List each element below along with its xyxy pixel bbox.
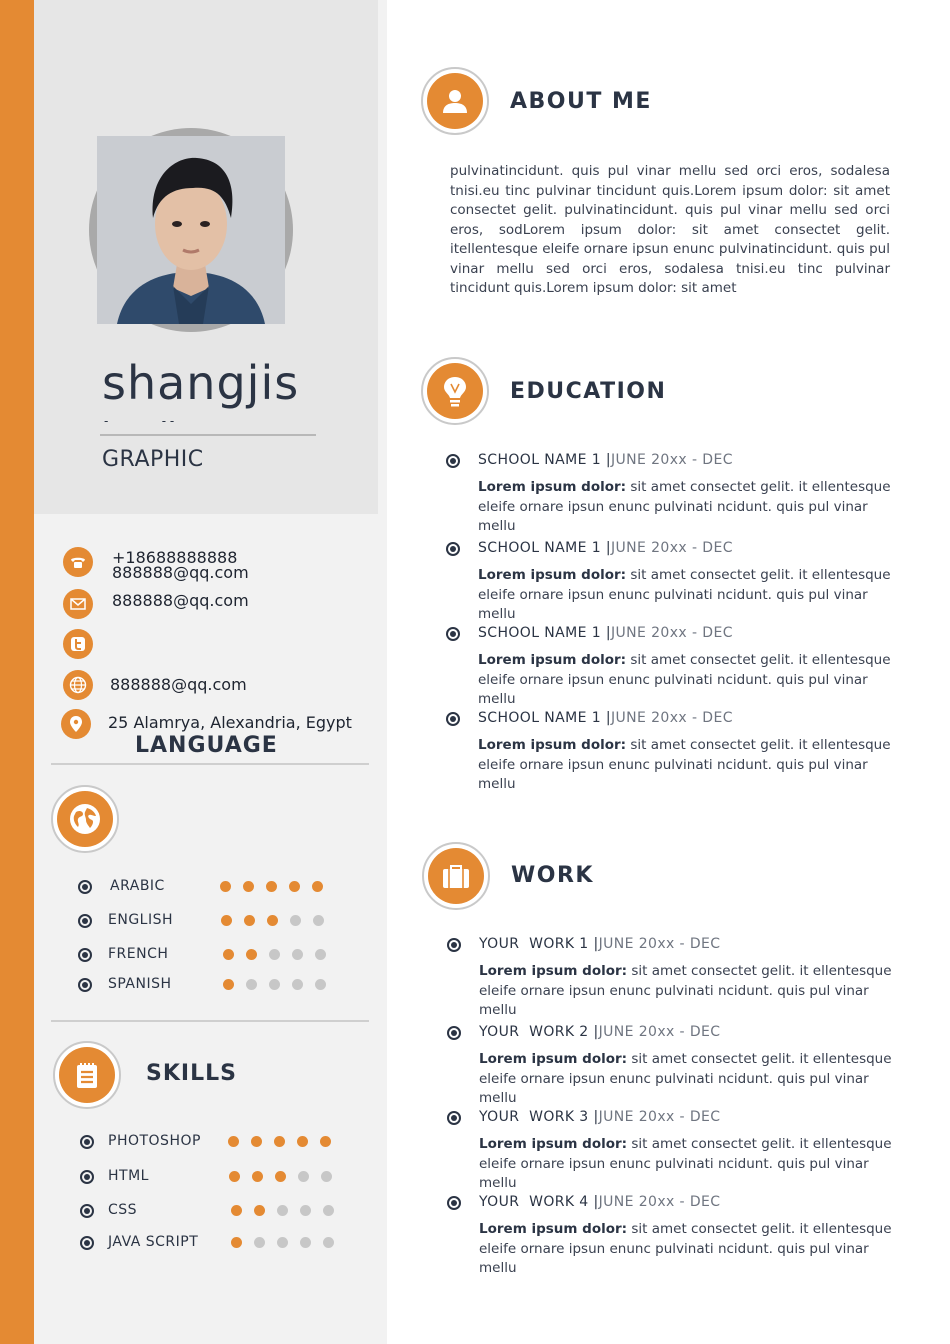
language-rating-dot [269,949,280,960]
work-entry-description [479,1220,909,1276]
lightbulb-icon [427,363,483,419]
education-entry-description [478,651,908,707]
skills-rating-dot [229,1171,240,1182]
education-entry-title [478,452,733,468]
twitter-icon [63,629,93,659]
work-entry-date: JUNE 20xx - DEC [598,936,721,952]
language-rating-dot [290,915,301,926]
skills-rating-dot [231,1237,242,1248]
skills-rating-dot [297,1136,308,1147]
description-lead: Lorem ipsum dolor: [479,963,628,979]
skills-rating-dot [251,1136,262,1147]
skills-rating-dot [254,1237,265,1248]
language-rating-dot [313,915,324,926]
language-label: FRENCH [108,946,169,962]
list-bullet-icon [80,1204,94,1218]
work-entry-title [479,1109,720,1125]
skills-rating-dot [277,1237,288,1248]
education-entry-date: JUNE 20xx - DEC [610,540,733,556]
job-title: GRAPHIC [102,447,204,472]
accent-sidebar-strip [0,0,34,1344]
skills-rating-dot [300,1237,311,1248]
description-lead: Lorem ipsum dolor: [478,737,627,753]
education-entry-name: SCHOOL NAME 1 [478,710,602,726]
work-entry-description [479,1050,909,1106]
language-section-badge [51,785,119,853]
education-heading: EDUCATION [510,379,667,404]
skills-rating-dot [274,1136,285,1147]
globe-icon [63,670,93,700]
profile-photo [97,136,285,324]
work-section-badge [422,842,490,910]
work-entry-title [479,1194,720,1210]
skills-rating-dot [254,1205,265,1216]
work-entry-name: YOUR WORK 4 [479,1194,589,1210]
skills-rating-dot [252,1171,263,1182]
education-entry-title [478,540,733,556]
education-entry-description [478,736,908,792]
list-bullet-icon [78,948,92,962]
skills-rating-dot [228,1136,239,1147]
education-entry-description [478,566,908,622]
name-marks: - - - [104,414,175,428]
skills-rating-dot [323,1237,334,1248]
work-entry-name: YOUR WORK 1 [479,936,589,952]
name-underline [100,434,316,436]
title-separator: | [588,936,599,952]
list-bullet-icon [446,542,460,556]
language-rating-dot [246,949,257,960]
description-body: sit amet consectet gelit. it ellentesque eleife ornare ipsun enunc pulvinati ncidunt. quis pul vinar mellu [479,963,892,1018]
title-separator: | [601,540,611,556]
skills-rating-dot [320,1136,331,1147]
skills-section-badge [53,1041,121,1109]
list-bullet-icon [447,1111,461,1125]
language-rating-dot [289,881,300,892]
language-label: SPANISH [108,976,172,992]
language-rating-dot [244,915,255,926]
title-separator: | [601,452,611,468]
education-entry-description [478,478,908,534]
language-rating-dot [312,881,323,892]
description-body: sit amet consectet gelit. it ellentesque eleife ornare ipsun enunc pulvinati ncidunt. quis pul vinar mellu [479,1136,892,1191]
skills-rating-dot [298,1171,309,1182]
work-entry-date: JUNE 20xx - DEC [598,1194,721,1210]
work-heading: WORK [511,863,594,888]
education-entry-name: SCHOOL NAME 1 [478,452,602,468]
description-lead: Lorem ipsum dolor: [479,1221,628,1237]
list-bullet-icon [447,1196,461,1210]
language-rating-dot [221,915,232,926]
notepad-icon [59,1047,115,1103]
education-entry-title [478,710,733,726]
skills-label: JAVA SCRIPT [108,1234,199,1250]
language-rating-dot [266,881,277,892]
language-rating-dot [315,949,326,960]
language-heading: LANGUAGE [135,733,278,758]
list-bullet-icon [447,1026,461,1040]
skills-label: CSS [108,1202,138,1218]
list-bullet-icon [447,938,461,952]
phone-icon [63,547,93,577]
language-rating-dot [292,949,303,960]
skills-rating-dot [321,1171,332,1182]
skills-label: HTML [108,1168,149,1184]
language-rating-dot [243,881,254,892]
education-entry-name: SCHOOL NAME 1 [478,625,602,641]
education-entry-date: JUNE 20xx - DEC [610,625,733,641]
skills-rating-dot [300,1205,311,1216]
location-pin-icon [61,709,91,739]
list-bullet-icon [80,1170,94,1184]
language-rating-dot [315,979,326,990]
list-bullet-icon [446,712,460,726]
skills-rating-dot [231,1205,242,1216]
list-bullet-icon [78,880,92,894]
description-lead: Lorem ipsum dolor: [478,479,627,495]
language-rating-dot [246,979,257,990]
skills-rating-dot [275,1171,286,1182]
skills-rating-dot [277,1205,288,1216]
list-bullet-icon [446,627,460,641]
contact-address: 25 Alamrya, Alexandria, Egypt [108,713,352,732]
about-text: pulvinatincidunt. quis pul vinar mellu sed orci eros, sodalesa tnisi.eu tinc pulvinar tincidunt quis.Lorem ipsum dolor: sit amet consectet gelit. pulvinatincidunt. quis pul vinar mellu sed orci eros, sodLorem ipsum dolor: sit amet consectet gelit. itellentesque eleife ornare ipsun enunc pulvinatincidunt. quis pul vinar mellu sed orci eros, sodalesa tnisi.eu tinc pulvinar tincidunt quis.Lorem ipsum dolor: sit amet [450,163,890,296]
list-bullet-icon [446,454,460,468]
title-separator: | [601,625,611,641]
briefcase-icon [428,848,484,904]
person-icon [427,73,483,129]
work-entry-title [479,936,720,952]
language-rating-dot [220,881,231,892]
contact-web: 888888@qq.com [110,675,247,694]
description-body: sit amet consectet gelit. it ellentesque eleife ornare ipsun enunc pulvinati ncidunt. quis pul vinar mellu [479,1221,892,1276]
description-lead: Lorem ipsum dolor: [479,1136,628,1152]
language-label: ARABIC [110,878,165,894]
work-entry-date: JUNE 20xx - DEC [598,1109,721,1125]
skills-label: PHOTOSHOP [108,1133,201,1149]
mail-icon [63,589,93,619]
description-lead: Lorem ipsum dolor: [478,567,627,583]
description-lead: Lorem ipsum dolor: [478,652,627,668]
about-section-badge [421,67,489,135]
work-entry-date: JUNE 20xx - DEC [598,1024,721,1040]
language-rating-dot [269,979,280,990]
contact-phone-email: 888888@qq.com [112,563,249,582]
work-entry-name: YOUR WORK 2 [479,1024,589,1040]
contact-phone: +18688888888 [112,548,238,567]
language-label: ENGLISH [108,912,174,928]
language-rating-dot [267,915,278,926]
list-bullet-icon [80,1135,94,1149]
title-separator: | [588,1194,599,1210]
contact-email: 888888@qq.com [112,591,249,610]
skills-rating-dot [323,1205,334,1216]
description-body: sit amet consectet gelit. it ellentesque eleife ornare ipsun enunc pulvinati ncidunt. quis pul vinar mellu [478,567,891,622]
skills-heading: SKILLS [146,1061,237,1086]
work-entry-name: YOUR WORK 3 [479,1109,589,1125]
language-divider [51,763,369,765]
work-entry-title [479,1024,720,1040]
education-section-badge [421,357,489,425]
education-entry-date: JUNE 20xx - DEC [610,452,733,468]
description-body: sit amet consectet gelit. it ellentesque eleife ornare ipsun enunc pulvinati ncidunt. quis pul vinar mellu [478,737,891,792]
work-entry-description [479,1135,909,1191]
education-entry-name: SCHOOL NAME 1 [478,540,602,556]
language-rating-dot [292,979,303,990]
description-body: sit amet consectet gelit. it ellentesque eleife ornare ipsun enunc pulvinati ncidunt. quis pul vinar mellu [478,479,891,534]
person-name: shangjis [102,356,300,410]
world-icon [57,791,113,847]
description-body: sit amet consectet gelit. it ellentesque eleife ornare ipsun enunc pulvinati ncidunt. quis pul vinar mellu [479,1051,892,1106]
list-bullet-icon [78,978,92,992]
title-separator: | [601,710,611,726]
language-rating-dot [223,979,234,990]
skills-divider [51,1020,369,1022]
description-body: sit amet consectet gelit. it ellentesque eleife ornare ipsun enunc pulvinati ncidunt. quis pul vinar mellu [478,652,891,707]
about-heading: ABOUT ME [510,89,652,114]
language-rating-dot [223,949,234,960]
title-separator: | [588,1109,599,1125]
work-entry-description [479,962,909,1018]
list-bullet-icon [78,914,92,928]
education-entry-title [478,625,733,641]
list-bullet-icon [80,1236,94,1250]
description-lead: Lorem ipsum dolor: [479,1051,628,1067]
title-separator: | [588,1024,599,1040]
education-entry-date: JUNE 20xx - DEC [610,710,733,726]
